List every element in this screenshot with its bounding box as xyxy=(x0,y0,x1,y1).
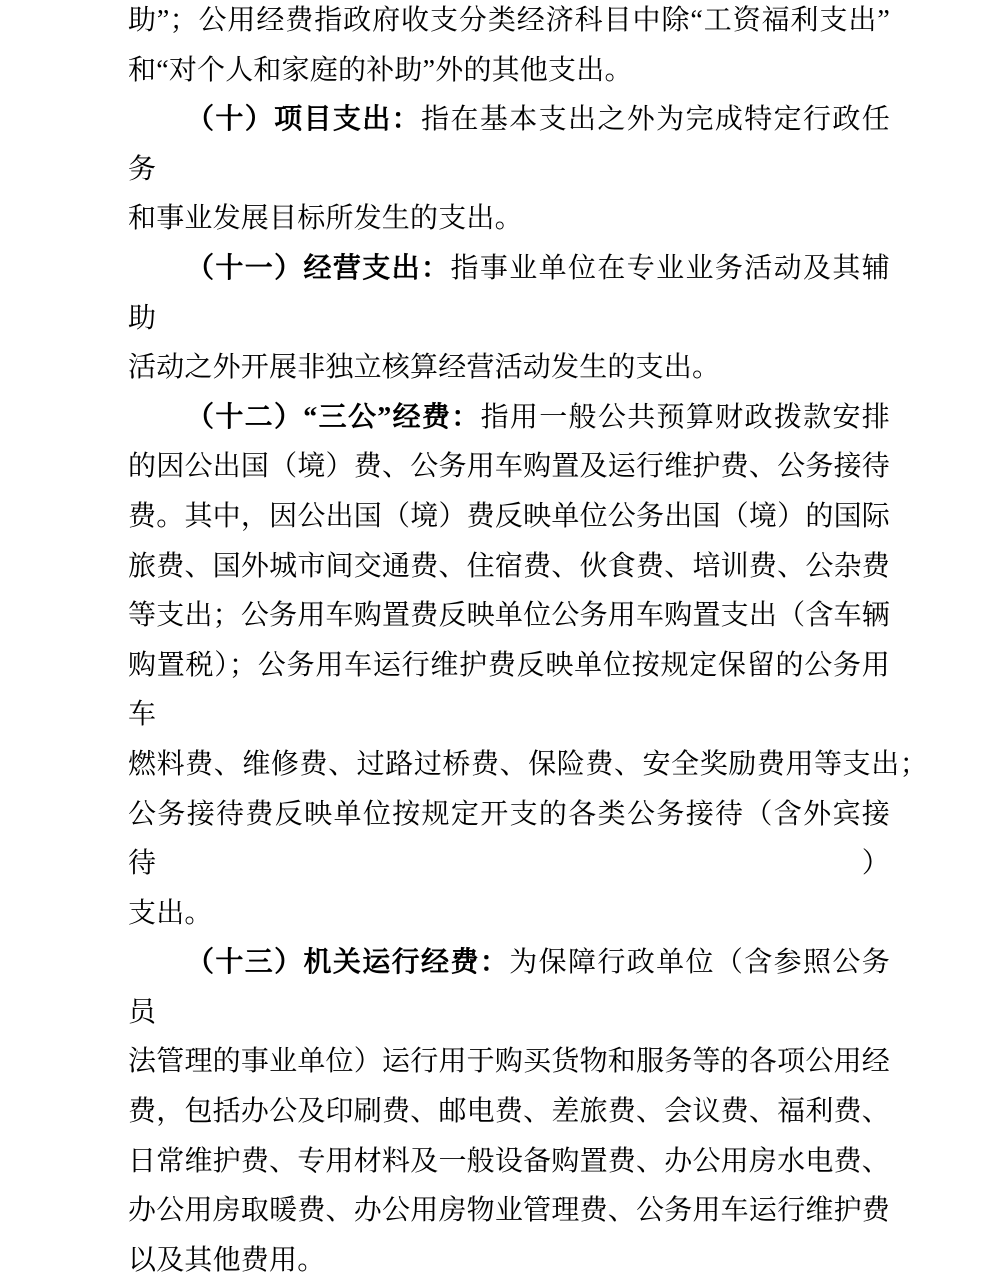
line-text: 法管理的事业单位）运行用于购买货物和服务等的各项公用经 xyxy=(128,1046,890,1078)
text-line xyxy=(128,0,890,46)
line-text: 指事业单位在专业业务活动及其辅助 xyxy=(128,252,890,334)
term-label: （十）项目支出： xyxy=(186,104,422,136)
text-line xyxy=(128,492,890,542)
line-text: 和事业发展目标所发生的支出。 xyxy=(128,203,523,235)
text-line xyxy=(128,194,890,244)
text-line-paragraph-start xyxy=(128,95,890,194)
term-label: （十三）机关运行经费： xyxy=(186,947,510,979)
document-text-block xyxy=(128,0,928,1285)
line-text: 活动之外开展非独立核算经营活动发生的支出。 xyxy=(128,352,721,384)
line-text: 购置税）；公务用车运行维护费反映单位按规定保留的公务用车 xyxy=(128,649,890,731)
text-line-paragraph-start xyxy=(128,938,890,1037)
line-text: 指用一般公共预算财政拨款安排 xyxy=(480,401,890,433)
line-text: 助”；公用经费指政府收支分类经济科目中除“工资福利支出” xyxy=(128,5,890,36)
text-line xyxy=(128,1236,890,1285)
line-text: 公务接待费反映单位按规定开支的各类公务接待（含外宾接待） xyxy=(128,798,890,880)
line-text: 日常维护费、专用材料及一般设备购置费、办公用房水电费、 xyxy=(128,1145,890,1177)
line-text: 费，包括办公及印刷费、邮电费、差旅费、会议费、福利费、 xyxy=(128,1096,890,1128)
line-text: 费。其中，因公出国（境）费反映单位公务出国（境）的国际 xyxy=(128,500,890,532)
line-text: 办公用房取暖费、办公用房物业管理费、公务用车运行维护费 xyxy=(128,1195,890,1227)
text-line xyxy=(128,740,928,790)
text-line xyxy=(128,591,890,641)
text-line-paragraph-start xyxy=(128,244,890,343)
text-line xyxy=(128,790,890,889)
line-text: 等支出；公务用车购置费反映单位公务用车购置支出（含车辆 xyxy=(128,600,890,632)
term-label: （十一）经营支出： xyxy=(186,252,451,284)
line-text: 旅费、国外城市间交通费、住宿费、伙食费、培训费、公杂费 xyxy=(128,550,890,582)
text-line xyxy=(128,46,890,96)
text-line xyxy=(128,1087,890,1137)
line-text: 和“对个人和家庭的补助”外的其他支出。 xyxy=(128,54,633,86)
text-line xyxy=(128,1186,890,1236)
text-line xyxy=(128,542,890,592)
text-line xyxy=(128,1037,890,1087)
text-line xyxy=(128,641,890,740)
text-line xyxy=(128,889,890,939)
line-text: 指在基本支出之外为完成特定行政任务 xyxy=(128,104,890,185)
term-label: （十二）“三公”经费： xyxy=(186,401,481,433)
text-line xyxy=(128,1137,890,1187)
line-text: 燃料费、维修费、过路过桥费、保险费、安全奖励费用等支出； xyxy=(128,748,928,780)
text-line xyxy=(128,442,890,492)
line-text: 支出。 xyxy=(128,897,213,929)
text-line-paragraph-start xyxy=(128,393,890,443)
line-text: 的因公出国（境）费、公务用车购置及运行维护费、公务接待 xyxy=(128,451,890,483)
line-text: 以及其他费用。 xyxy=(128,1244,326,1276)
text-line xyxy=(128,343,890,393)
line-text: 为保障行政单位（含参照公务员 xyxy=(128,947,891,1028)
